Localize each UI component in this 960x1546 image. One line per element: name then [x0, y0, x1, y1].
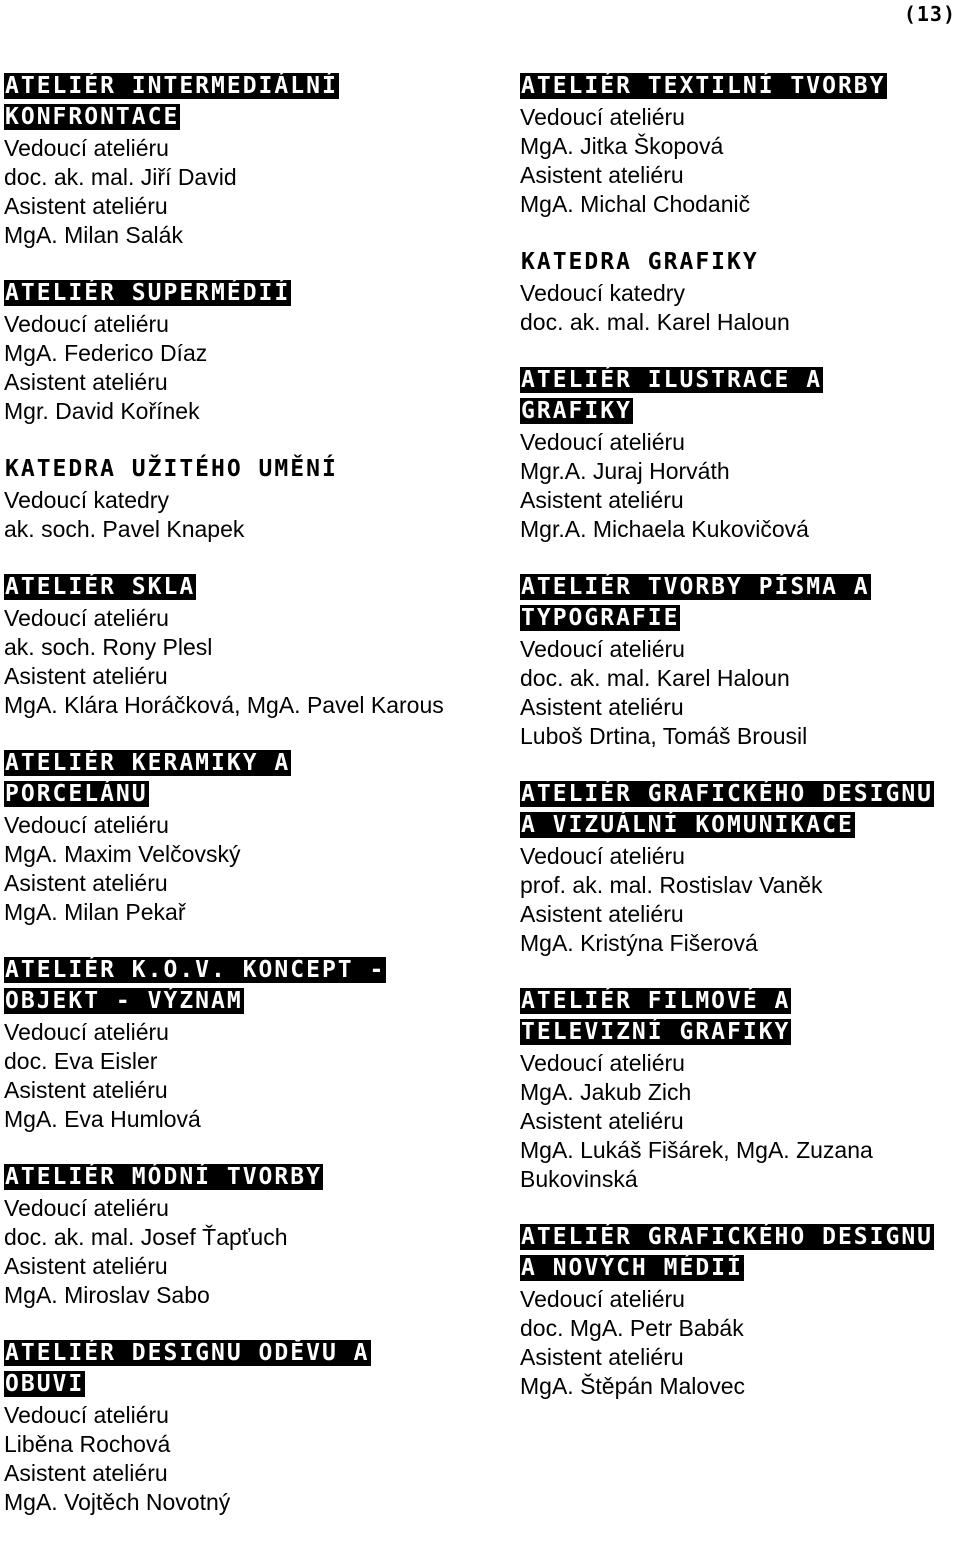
section-heading: ATELIÉR TEXTILNÍ TVORBY: [521, 73, 886, 99]
section-heading: ATELIÉR SUPERMÉDIÍ: [5, 280, 291, 306]
role-label: Vedoucí ateliéru: [4, 1402, 169, 1428]
person-name: MgA. Štěpán Malovec: [520, 1373, 746, 1399]
section-heading-wrap: [520, 366, 940, 428]
staff-section: [4, 749, 444, 927]
person-name: doc. ak. mal. Karel Haloun: [520, 665, 790, 691]
staff-section: [4, 72, 444, 250]
staff-section: [520, 248, 960, 337]
person-name: doc. ak. mal. Josef Ťapťuch: [4, 1224, 288, 1250]
right-column: [520, 72, 960, 1430]
person-name: MgA. Jitka Škopová: [520, 133, 724, 159]
section-heading: ATELIÉR TVORBY PÍSMA A TYPOGRAFIE: [521, 574, 870, 631]
section-heading: ATELIÉR K.O.V. KONCEPT - OBJEKT - VÝZNAM: [5, 957, 386, 1014]
staff-section: [4, 279, 444, 426]
role-label: Vedoucí ateliéru: [4, 311, 169, 337]
section-heading: ATELIÉR GRAFICKÉHO DESIGNU A VIZUÁLNÍ KOMUNIKACE: [521, 781, 934, 838]
person-name: MgA. Kristýna Fišerová: [520, 930, 758, 956]
section-heading-wrap: [4, 279, 424, 310]
staff-section: [4, 573, 444, 720]
role-label: Asistent ateliéru: [4, 193, 168, 219]
section-heading-wrap: [4, 749, 424, 811]
person-name: MgA. Miroslav Sabo: [4, 1282, 210, 1308]
left-column: [4, 72, 444, 1546]
role-label: Vedoucí ateliéru: [520, 1286, 685, 1312]
section-heading-wrap: [4, 1339, 424, 1401]
person-name: Mgr. David Kořínek: [4, 398, 200, 424]
role-label: Vedoucí ateliéru: [4, 605, 169, 631]
person-name: MgA. Jakub Zich: [520, 1079, 692, 1105]
section-heading-wrap: [520, 248, 940, 279]
section-heading: KATEDRA GRAFIKY: [521, 249, 759, 275]
person-name: MgA. Michal Chodanič: [520, 191, 751, 217]
staff-section: [4, 1339, 444, 1517]
page-number: (13): [903, 2, 956, 26]
person-name: MgA. Klára Horáčková, MgA. Pavel Karous: [4, 692, 444, 718]
role-label: Asistent ateliéru: [520, 162, 684, 188]
section-heading-wrap: [520, 573, 940, 635]
section-heading-wrap: [4, 1163, 424, 1194]
staff-section: [520, 366, 960, 544]
staff-section: [520, 987, 960, 1194]
role-label: Vedoucí ateliéru: [520, 429, 685, 455]
person-name: ak. soch. Pavel Knapek: [4, 516, 245, 542]
staff-section: [520, 573, 960, 751]
section-heading-wrap: [520, 1223, 940, 1285]
section-heading: ATELIÉR ILUSTRACE A GRAFIKY: [521, 367, 823, 424]
role-label: Vedoucí ateliéru: [4, 812, 169, 838]
person-name: Luboš Drtina, Tomáš Brousil: [520, 723, 808, 749]
role-label: Asistent ateliéru: [4, 663, 168, 689]
role-label: Vedoucí ateliéru: [520, 843, 685, 869]
section-heading-wrap: [4, 455, 424, 486]
person-name: doc. MgA. Petr Babák: [520, 1315, 744, 1341]
role-label: Vedoucí ateliéru: [520, 636, 685, 662]
staff-section: [4, 455, 444, 544]
role-label: Vedoucí ateliéru: [520, 104, 685, 130]
role-label: Vedoucí ateliéru: [4, 135, 169, 161]
person-name: MgA. Milan Salák: [4, 222, 183, 248]
role-label: Vedoucí katedry: [520, 280, 685, 306]
staff-section: [520, 780, 960, 958]
section-heading: ATELIÉR DESIGNU ODĚVU A OBUVI: [5, 1340, 370, 1397]
person-name: MgA. Vojtěch Novotný: [4, 1489, 231, 1515]
role-label: Asistent ateliéru: [4, 1077, 168, 1103]
person-name: doc. ak. mal. Karel Haloun: [520, 309, 790, 335]
staff-section: [4, 956, 444, 1134]
section-heading: KATEDRA UŽITÉHO UMĚNÍ: [5, 456, 338, 482]
section-heading: ATELIÉR KERAMIKY A PORCELÁNU: [5, 750, 291, 807]
person-name: Mgr.A. Michaela Kukovičová: [520, 516, 809, 542]
role-label: Asistent ateliéru: [520, 1108, 684, 1134]
section-heading: ATELIÉR GRAFICKÉHO DESIGNU A NOVÝCH MÉDIÍ: [521, 1224, 934, 1281]
person-name: MgA. Eva Humlová: [4, 1106, 201, 1132]
role-label: Asistent ateliéru: [4, 369, 168, 395]
section-heading: ATELIÉR MÓDNÍ TVORBY: [5, 1164, 322, 1190]
role-label: Vedoucí ateliéru: [4, 1019, 169, 1045]
role-label: Asistent ateliéru: [520, 487, 684, 513]
role-label: Asistent ateliéru: [4, 1460, 168, 1486]
person-name: MgA. Maxim Velčovský: [4, 841, 241, 867]
person-name: MgA. Lukáš Fišárek, MgA. Zuzana Bukovinská: [520, 1137, 873, 1192]
staff-section: [520, 72, 960, 219]
role-label: Asistent ateliéru: [520, 694, 684, 720]
role-label: Vedoucí ateliéru: [4, 1195, 169, 1221]
role-label: Vedoucí ateliéru: [520, 1050, 685, 1076]
person-name: Liběna Rochová: [4, 1431, 171, 1457]
section-heading-wrap: [4, 573, 424, 604]
person-name: MgA. Milan Pekař: [4, 899, 186, 925]
section-heading-wrap: [4, 956, 424, 1018]
person-name: doc. Eva Eisler: [4, 1048, 158, 1074]
section-heading-wrap: [520, 72, 940, 103]
role-label: Asistent ateliéru: [4, 1253, 168, 1279]
section-heading-wrap: [520, 987, 940, 1049]
staff-section: [520, 1223, 960, 1401]
staff-section: [4, 1163, 444, 1310]
section-heading: ATELIÉR SKLA: [5, 574, 196, 600]
role-label: Asistent ateliéru: [520, 901, 684, 927]
role-label: Asistent ateliéru: [4, 870, 168, 896]
section-heading-wrap: [520, 780, 940, 842]
person-name: prof. ak. mal. Rostislav Vaněk: [520, 872, 823, 898]
person-name: MgA. Federico Díaz: [4, 340, 208, 366]
person-name: ak. soch. Rony Plesl: [4, 634, 213, 660]
role-label: Vedoucí katedry: [4, 487, 169, 513]
section-heading: ATELIÉR INTERMEDIÁLNÍ KONFRONTACE: [5, 73, 338, 130]
section-heading: ATELIÉR FILMOVÉ A TELEVIZNÍ GRAFIKY: [521, 988, 791, 1045]
section-heading-wrap: [4, 72, 424, 134]
person-name: doc. ak. mal. Jiří David: [4, 164, 237, 190]
role-label: Asistent ateliéru: [520, 1344, 684, 1370]
person-name: Mgr.A. Juraj Horváth: [520, 458, 730, 484]
